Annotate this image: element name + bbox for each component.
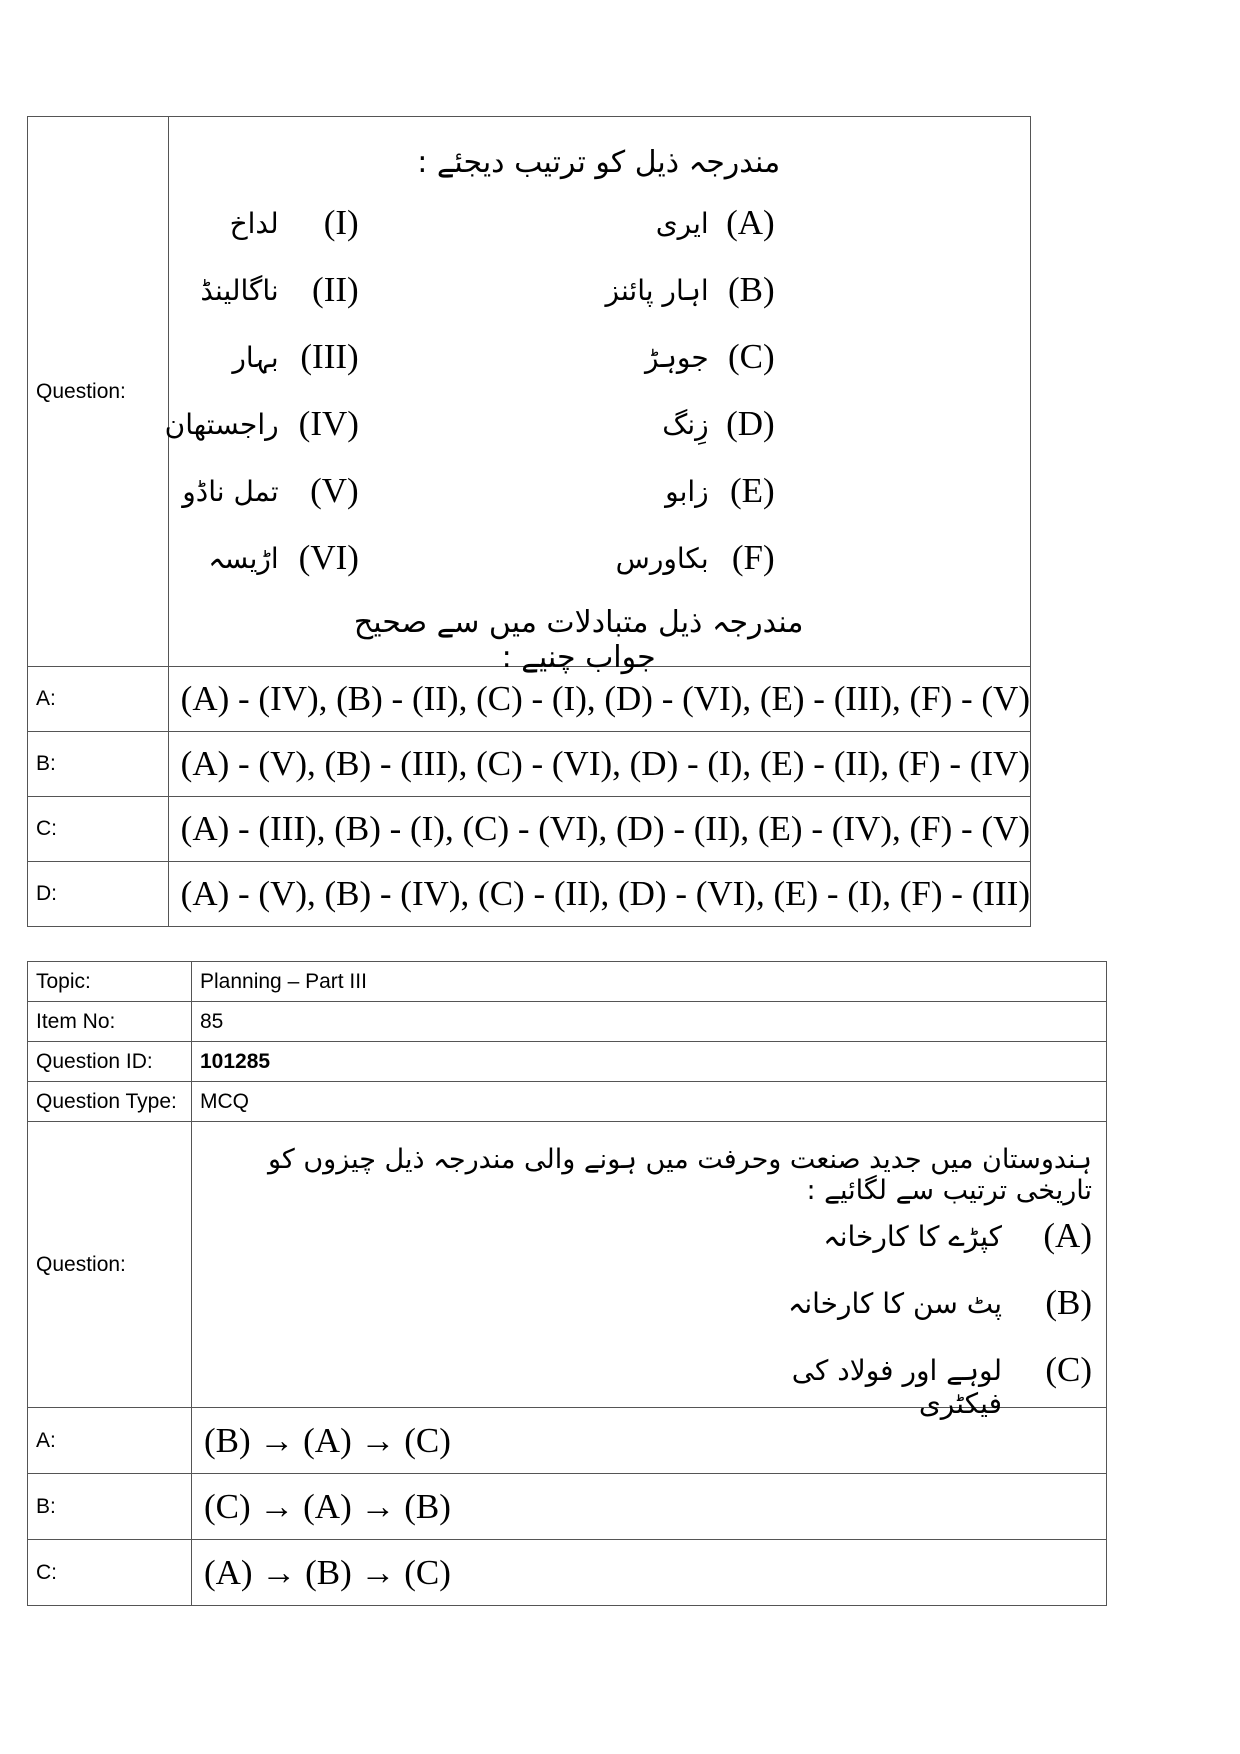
option-label: B: <box>28 732 169 797</box>
left-item-number: (D) <box>726 404 775 443</box>
right-item-number: (II) <box>312 270 359 309</box>
question-label: Question: <box>28 1122 192 1408</box>
question-2-content <box>192 1122 1107 1420</box>
question-2-table <box>27 961 1107 1606</box>
option-label: C: <box>28 797 169 862</box>
left-item-text: زِنگ <box>662 408 709 441</box>
match-row <box>169 331 1007 383</box>
sequence-item-text: لوہے اور فولاد کی فیکٹری <box>791 1354 1002 1420</box>
right-item-number: (III) <box>300 337 359 376</box>
option-label: C: <box>28 1540 192 1606</box>
option-text: (A) - (V), (B) - (IV), (C) - (II), (D) - (VI), (E) - (I), (F) - (III) <box>168 862 1030 927</box>
right-item-text: راجستھان <box>164 408 279 441</box>
right-item-number: (I) <box>323 203 359 242</box>
meta-row-question-id <box>28 1042 1107 1082</box>
match-row <box>169 264 1007 316</box>
left-item-text: بکاورس <box>615 542 709 575</box>
option-row <box>28 797 1031 862</box>
option-label: A: <box>28 667 169 732</box>
left-item-text: اہار پائنز <box>605 274 709 307</box>
left-item-number: (C) <box>728 337 775 376</box>
sequence-item-text: کپڑے کا کارخانہ <box>823 1220 1002 1253</box>
left-item-number: (E) <box>729 471 775 510</box>
question-1-title: مندرجہ ذیل کو ترتیب دیجئے : <box>417 145 781 180</box>
match-row <box>164 398 1007 450</box>
left-item-number: (B) <box>728 270 775 309</box>
option-label: D: <box>28 862 169 927</box>
sequence-item-number: (C) <box>1045 1350 1092 1389</box>
right-item-text: لداخ <box>229 207 279 240</box>
question-2-title: ہندوستان میں جدید صنعت وحرفت میں ہونے والی مندرجہ ذیل چیزوں کو تاریخی ترتیب سے لگائیے : <box>267 1144 1092 1206</box>
meta-label: Item No: <box>28 1002 192 1042</box>
option-row <box>28 862 1031 927</box>
option-row <box>28 667 1031 732</box>
left-item-text: ایری <box>655 207 709 240</box>
option-text: (A) - (IV), (B) - (II), (C) - (I), (D) - (VI), (E) - (III), (F) - (V) <box>168 667 1030 732</box>
question-1-table <box>27 116 1031 927</box>
sequence-item <box>192 1210 1106 1270</box>
right-item-text: بہار <box>232 341 279 374</box>
meta-label: Question Type: <box>28 1082 192 1122</box>
right-item-text: تمل ناڈو <box>182 475 279 508</box>
match-row <box>169 465 1007 517</box>
sequence-item-number: (B) <box>1045 1283 1092 1322</box>
option-row <box>28 1540 1107 1606</box>
right-item-number: (IV) <box>298 404 359 443</box>
option-row <box>28 732 1031 797</box>
question-2-row <box>28 1122 1107 1408</box>
meta-row-question-type <box>28 1082 1107 1122</box>
left-item-number: (A) <box>726 203 775 242</box>
right-item-text: ناگالینڈ <box>200 274 279 307</box>
option-label: A: <box>28 1408 192 1474</box>
question-type-value: MCQ <box>192 1082 1107 1122</box>
option-text: (A) → (B) → (C) <box>192 1540 1107 1606</box>
option-text: (C) → (A) → (B) <box>192 1474 1107 1540</box>
meta-row-topic <box>28 962 1107 1002</box>
right-item-number: (V) <box>310 471 359 510</box>
left-item-text: جوہڑ <box>645 341 709 374</box>
sequence-item-number: (A) <box>1043 1216 1092 1255</box>
left-item-text: زابو <box>665 475 709 508</box>
question-label: Question: <box>28 117 169 667</box>
sequence-item <box>192 1277 1106 1337</box>
left-item-number: (F) <box>731 538 775 577</box>
meta-label: Question ID: <box>28 1042 192 1082</box>
item-no-value: 85 <box>192 1002 1107 1042</box>
match-row <box>169 532 1007 584</box>
match-row <box>169 197 1007 249</box>
option-text: (A) - (III), (B) - (I), (C) - (VI), (D) - (II), (E) - (IV), (F) - (V) <box>168 797 1030 862</box>
option-text: (A) - (V), (B) - (III), (C) - (VI), (D) - (I), (E) - (II), (F) - (IV) <box>168 732 1030 797</box>
topic-value: Planning – Part III <box>192 962 1107 1002</box>
question-id-value: 101285 <box>192 1042 1107 1082</box>
option-row <box>28 1474 1107 1540</box>
meta-row-item-no <box>28 1002 1107 1042</box>
question-1-content <box>164 117 1030 675</box>
sequence-item-text: پٹ سن کا کارخانہ <box>787 1287 1002 1320</box>
option-text: (B) → (A) → (C) <box>192 1408 1107 1474</box>
question-1-instruction: مندرجہ ذیل متبادلات میں سے صحیح جواب چنیے : <box>353 605 804 675</box>
right-item-number: (VI) <box>298 538 359 577</box>
question-1-row <box>28 117 1031 667</box>
option-label: B: <box>28 1474 192 1540</box>
sequence-item <box>192 1344 1106 1420</box>
right-item-text: اڑیسہ <box>208 542 279 575</box>
meta-label: Topic: <box>28 962 192 1002</box>
